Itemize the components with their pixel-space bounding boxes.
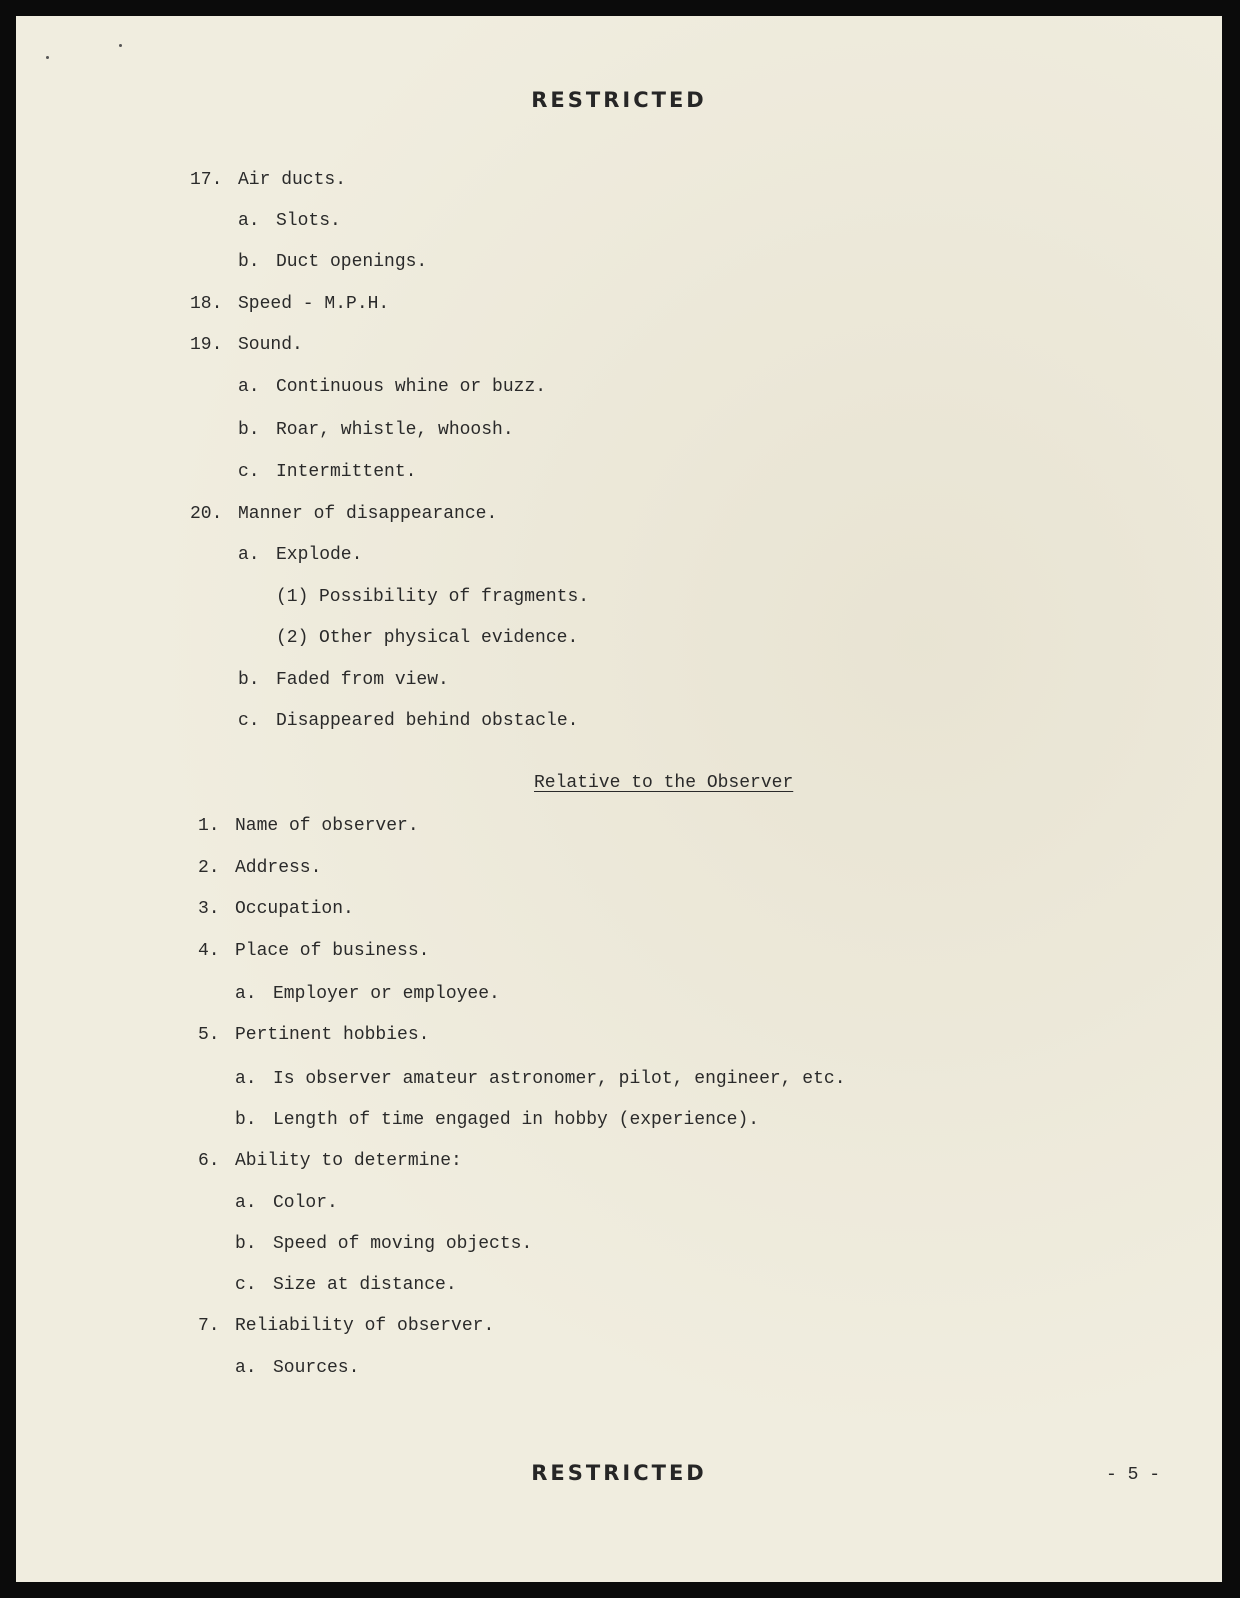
item-text: Occupation.	[235, 899, 354, 919]
page-number: - 5 -	[1106, 1465, 1161, 1485]
item-text: Roar, whistle, whoosh.	[276, 420, 514, 440]
item-text: Address.	[235, 858, 322, 878]
item-letter: b.	[238, 670, 260, 690]
item-text: Length of time engaged in hobby (experience).	[273, 1110, 760, 1130]
paper-speck	[119, 44, 122, 47]
item-number: 17.	[190, 170, 223, 190]
item-text: Explode.	[276, 545, 363, 565]
item-number: 18.	[190, 294, 223, 314]
header-restricted-stamp: RESTRICTED	[531, 88, 707, 112]
item-letter: a.	[235, 1069, 257, 1089]
item-text: Continuous whine or buzz.	[276, 377, 547, 397]
item-text: Sources.	[273, 1358, 360, 1378]
item-letter: b.	[235, 1110, 257, 1130]
footer-restricted-stamp: RESTRICTED	[531, 1461, 707, 1485]
item-subnumber: (2)	[276, 628, 309, 648]
item-text: Faded from view.	[276, 670, 449, 690]
item-number: 1.	[198, 816, 220, 836]
item-number: 6.	[198, 1151, 220, 1171]
item-letter: a.	[238, 377, 260, 397]
item-text: Duct openings.	[276, 252, 428, 272]
item-text: Disappeared behind obstacle.	[276, 711, 579, 731]
item-text: Speed - M.P.H.	[238, 294, 390, 314]
item-letter: c.	[235, 1275, 257, 1295]
item-text: Ability to determine:	[235, 1151, 462, 1171]
item-number: 3.	[198, 899, 220, 919]
item-number: 7.	[198, 1316, 220, 1336]
item-letter: a.	[235, 1193, 257, 1213]
item-letter: a.	[235, 1358, 257, 1378]
paper-speck	[46, 56, 49, 59]
item-letter: b.	[235, 1234, 257, 1254]
item-number: 19.	[190, 335, 223, 355]
item-text: Speed of moving objects.	[273, 1234, 533, 1254]
item-text: Employer or employee.	[273, 984, 500, 1004]
item-number: 4.	[198, 941, 220, 961]
item-letter: b.	[238, 252, 260, 272]
item-text: Reliability of observer.	[235, 1316, 495, 1336]
item-text: Intermittent.	[276, 462, 417, 482]
item-text: Color.	[273, 1193, 338, 1213]
item-text: Place of business.	[235, 941, 430, 961]
item-letter: c.	[238, 711, 260, 731]
item-number: 2.	[198, 858, 220, 878]
document-page	[16, 16, 1222, 1582]
item-text: Other physical evidence.	[319, 628, 579, 648]
item-text: Is observer amateur astronomer, pilot, engineer, etc.	[273, 1069, 846, 1089]
item-text: Possibility of fragments.	[319, 587, 590, 607]
item-text: Name of observer.	[235, 816, 419, 836]
item-letter: a.	[238, 545, 260, 565]
item-text: Size at distance.	[273, 1275, 457, 1295]
item-number: 20.	[190, 504, 223, 524]
item-subnumber: (1)	[276, 587, 309, 607]
item-text: Slots.	[276, 211, 341, 231]
item-letter: a.	[238, 211, 260, 231]
item-letter: a.	[235, 984, 257, 1004]
item-text: Sound.	[238, 335, 303, 355]
item-letter: b.	[238, 420, 260, 440]
item-text: Manner of disappearance.	[238, 504, 498, 524]
item-number: 5.	[198, 1025, 220, 1045]
item-text: Pertinent hobbies.	[235, 1025, 430, 1045]
item-text: Air ducts.	[238, 170, 347, 190]
item-letter: c.	[238, 462, 260, 482]
section-heading: Relative to the Observer	[534, 773, 794, 793]
